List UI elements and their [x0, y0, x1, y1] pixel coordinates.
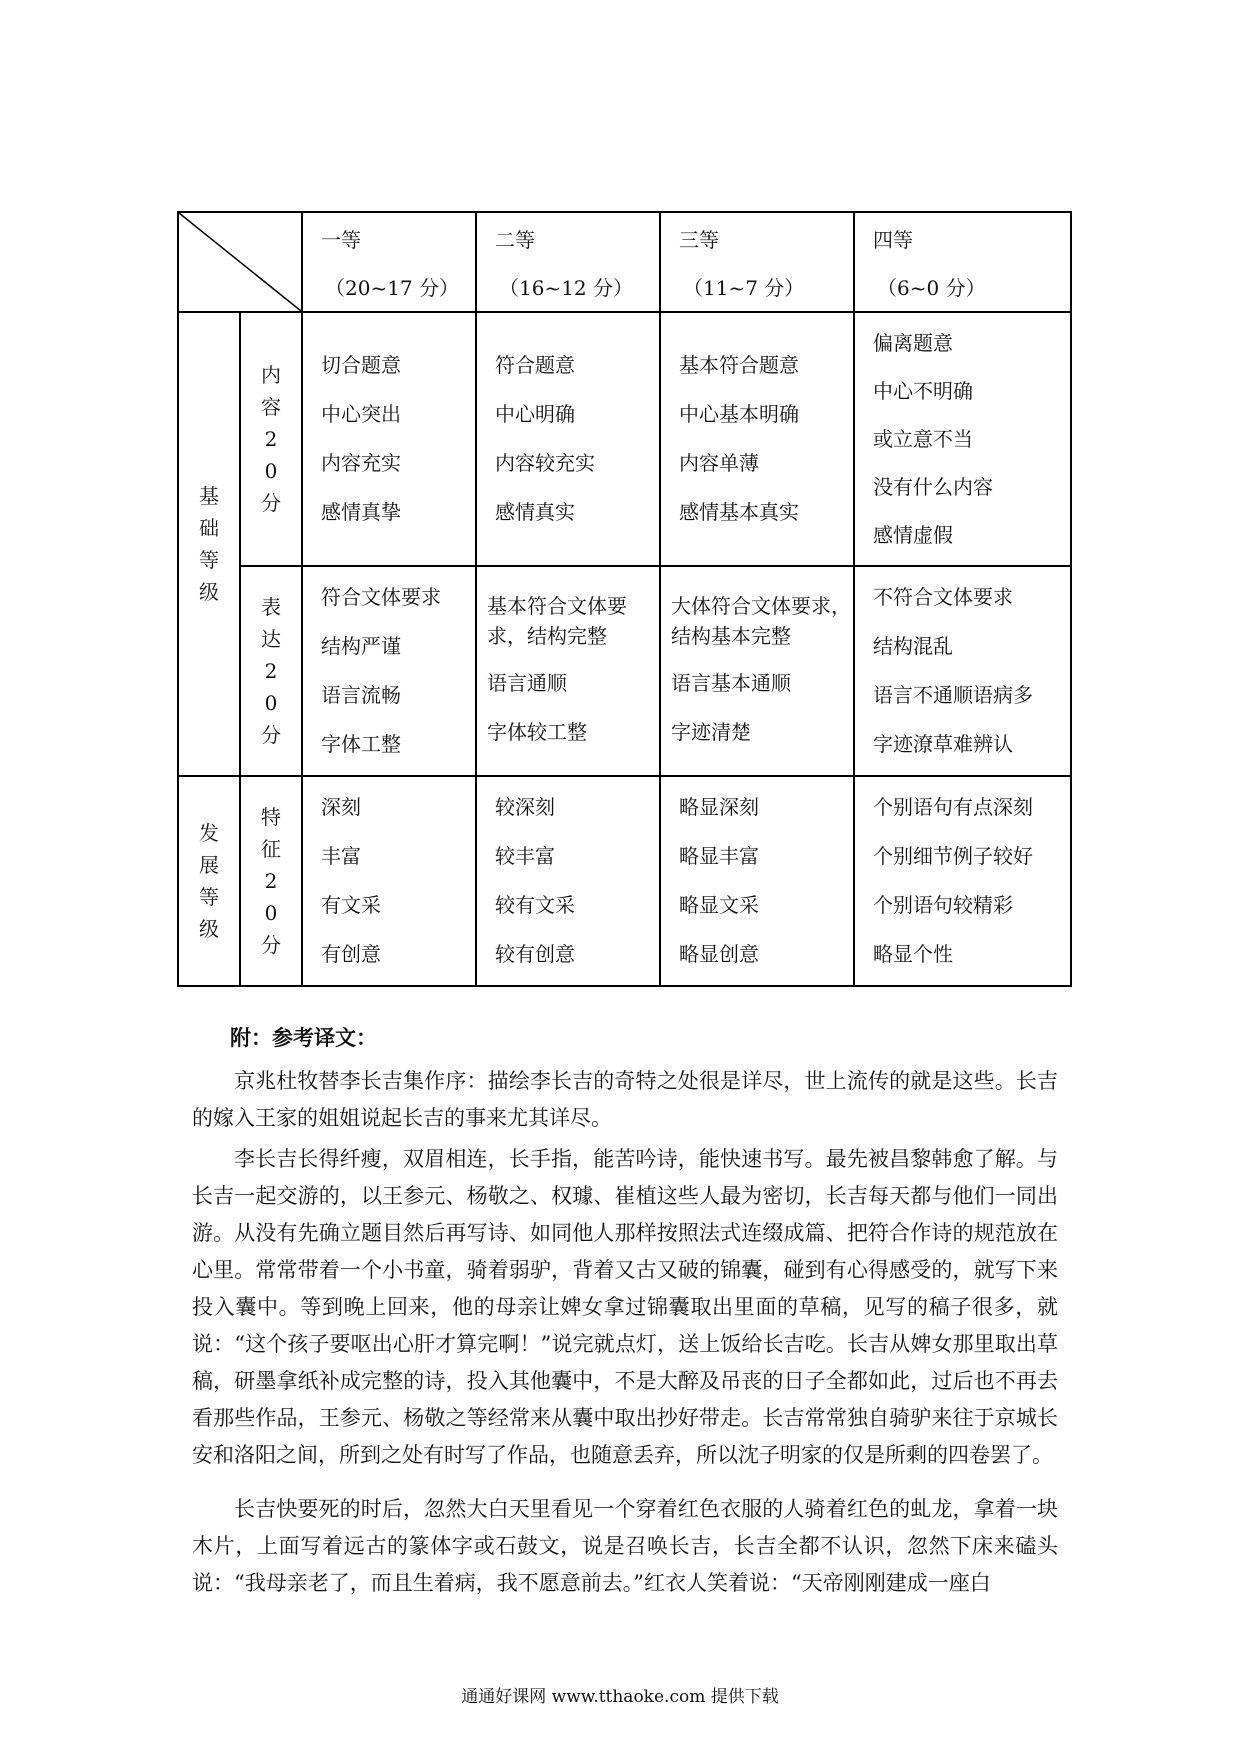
content-grade-1 [302, 312, 476, 566]
criterion: 中心突出 [321, 402, 401, 426]
expression-grade-3 [660, 566, 854, 776]
grade-name: 三等 [679, 228, 719, 252]
criterion: 丰富 [321, 844, 361, 868]
feature-grade-2 [476, 776, 660, 986]
grade-header-4 [854, 212, 1071, 312]
basic-level-label: 基础等级 [199, 484, 219, 604]
criterion: 字迹潦草难辨认 [873, 732, 1013, 756]
grade-range: （6~0 分） [877, 276, 986, 300]
criterion: 没有什么内容 [873, 475, 993, 499]
grade-name: 二等 [495, 228, 535, 252]
grade-name: 一等 [321, 228, 361, 252]
criterion: 深刻 [321, 795, 361, 819]
criterion: 感情基本真实 [679, 500, 799, 524]
criterion: 内容较充实 [495, 451, 595, 475]
criterion: 字体较工整 [487, 720, 587, 744]
grade-range: （20~17 分） [325, 276, 460, 300]
criterion: 个别细节例子较好 [873, 844, 1033, 868]
feature-grade-3 [660, 776, 854, 986]
diagonal-line [179, 213, 301, 311]
criterion: 偏离题意 [873, 331, 953, 355]
criterion: 感情真实 [495, 500, 575, 524]
criterion: 内容充实 [321, 451, 401, 475]
feature-label: 特征20分 [261, 805, 281, 957]
criterion: 中心不明确 [873, 379, 973, 403]
criterion: 感情真挚 [321, 500, 401, 524]
criterion: 不符合文体要求 [873, 585, 1013, 609]
content-label-cell [240, 312, 302, 566]
criterion: 有文采 [321, 893, 381, 917]
page-footer: 通通好课网 www.tthaoke.com 提供下载 [461, 1687, 779, 1707]
feature-grade-1 [302, 776, 476, 986]
grade-range: （11~7 分） [683, 276, 805, 300]
criterion: 语言通顺 [487, 671, 567, 695]
criterion: 较有文采 [495, 893, 575, 917]
grade-header-1 [302, 212, 476, 312]
criterion: 个别语句较精彩 [873, 893, 1013, 917]
criterion: 中心基本明确 [679, 402, 799, 426]
content-grade-3 [660, 312, 854, 566]
criterion: 较丰富 [495, 844, 555, 868]
criterion: 较深刻 [495, 795, 555, 819]
grade-name: 四等 [873, 228, 913, 252]
feature-label-cell [240, 776, 302, 986]
criterion: 有创意 [321, 942, 381, 966]
content-row [178, 312, 1071, 566]
expression-label-cell [240, 566, 302, 776]
criterion: 语言不通顺语病多 [873, 683, 1033, 707]
expression-label: 表达20分 [261, 595, 281, 747]
criterion: 语言流畅 [321, 683, 401, 707]
criterion: 基本符合文体要求，结构完整 [487, 594, 627, 648]
grade-range: （16~12 分） [499, 276, 634, 300]
appendix-title: 附：参考译文： [230, 1025, 377, 1050]
develop-level-label: 发展等级 [199, 821, 219, 941]
expression-grade-2 [476, 566, 660, 776]
criterion: 字迹清楚 [671, 720, 751, 744]
content-grade-4 [854, 312, 1071, 566]
translation-paragraph-3: 长吉快要死的时后，忽然大白天里看见一个穿着红色衣服的人骑着红色的虬龙，拿着一块木片，上面写着远古的篆体字或石鼓文，说是召唤长吉，长吉全都不认识，忽然下床来磕头说：“我母亲老了，而且生着病，我不愿意前去。”红衣人笑着说：“天帝刚刚建成一座白 [192, 1497, 1058, 1595]
criterion: 感情虚假 [873, 523, 953, 547]
criterion: 较有创意 [495, 942, 575, 966]
criterion: 或立意不当 [873, 427, 973, 451]
header-row [178, 212, 1071, 312]
criterion: 略显深刻 [679, 795, 759, 819]
feature-row [178, 776, 1071, 986]
translation-paragraph-2: 李长吉长得纤瘦，双眉相连，长手指，能苦吟诗，能快速书写。最先被昌黎韩愈了解。与长吉一起交游的，以王参元、杨敬之、权璩、崔植这些人最为密切，长吉每天都与他们一同出游。从没有先确立题目然后再写诗、如同他人那样按照法式连缀成篇、把符合作诗的规范放在心里。常常带着一个小书童，骑着弱驴，背着又古又破的锦囊，碰到有心得感受的，就写下来投入囊中。等到晚上回来，他的母亲让婢女拿过锦囊取出里面的草稿，见写的稿子很多，就说：“这个孩子要呕出心肝才算完啊！”说完就点灯，送上饭给长吉吃。长吉从婢女那里取出草稿，研墨拿纸补成完整的诗，投入其他囊中，不是大醉及吊丧的日子全都如此，过后也不再去看那些作品，王参元、杨敬之等经常来从囊中取出抄好带走。长吉常常独自骑驴来往于京城长安和洛阳之间，所到之处有时写了作品，也随意丢弃，所以沈子明家的仅是所剩的四卷罢了。 [192, 1147, 1058, 1467]
develop-level-label-cell [178, 776, 240, 986]
criterion: 略显文采 [679, 893, 759, 917]
criterion: 个别语句有点深刻 [873, 795, 1033, 819]
criterion: 切合题意 [321, 353, 401, 377]
criterion: 字体工整 [321, 732, 401, 756]
criterion: 略显创意 [679, 942, 759, 966]
feature-grade-4 [854, 776, 1071, 986]
criterion: 结构严谨 [321, 634, 401, 658]
criterion: 内容单薄 [679, 451, 759, 475]
content-label: 内容20分 [261, 363, 281, 515]
scoring-rubric-table [177, 211, 1072, 987]
expression-grade-1 [302, 566, 476, 776]
criterion: 符合文体要求 [321, 585, 441, 609]
criterion: 略显丰富 [679, 844, 759, 868]
criterion: 中心明确 [495, 402, 575, 426]
content-grade-2 [476, 312, 660, 566]
criterion: 符合题意 [495, 353, 575, 377]
criterion: 略显个性 [873, 942, 953, 966]
expression-row [178, 566, 1071, 776]
grade-header-2 [476, 212, 660, 312]
expression-grade-4 [854, 566, 1071, 776]
grade-header-3 [660, 212, 854, 312]
translation-paragraph-1: 京兆杜牧替李长吉集作序：描绘李长吉的奇特之处很是详尽，世上流传的就是这些。长吉的嫁入王家的姐姐说起长吉的事来尤其详尽。 [192, 1069, 1058, 1130]
diagonal-corner-cell [178, 212, 302, 312]
criterion: 语言基本通顺 [671, 671, 791, 695]
criterion: 结构混乱 [873, 634, 953, 658]
criterion: 大体符合文体要求，结构基本完整 [671, 594, 851, 648]
criterion: 基本符合题意 [679, 353, 799, 377]
basic-level-label-cell [178, 312, 240, 776]
